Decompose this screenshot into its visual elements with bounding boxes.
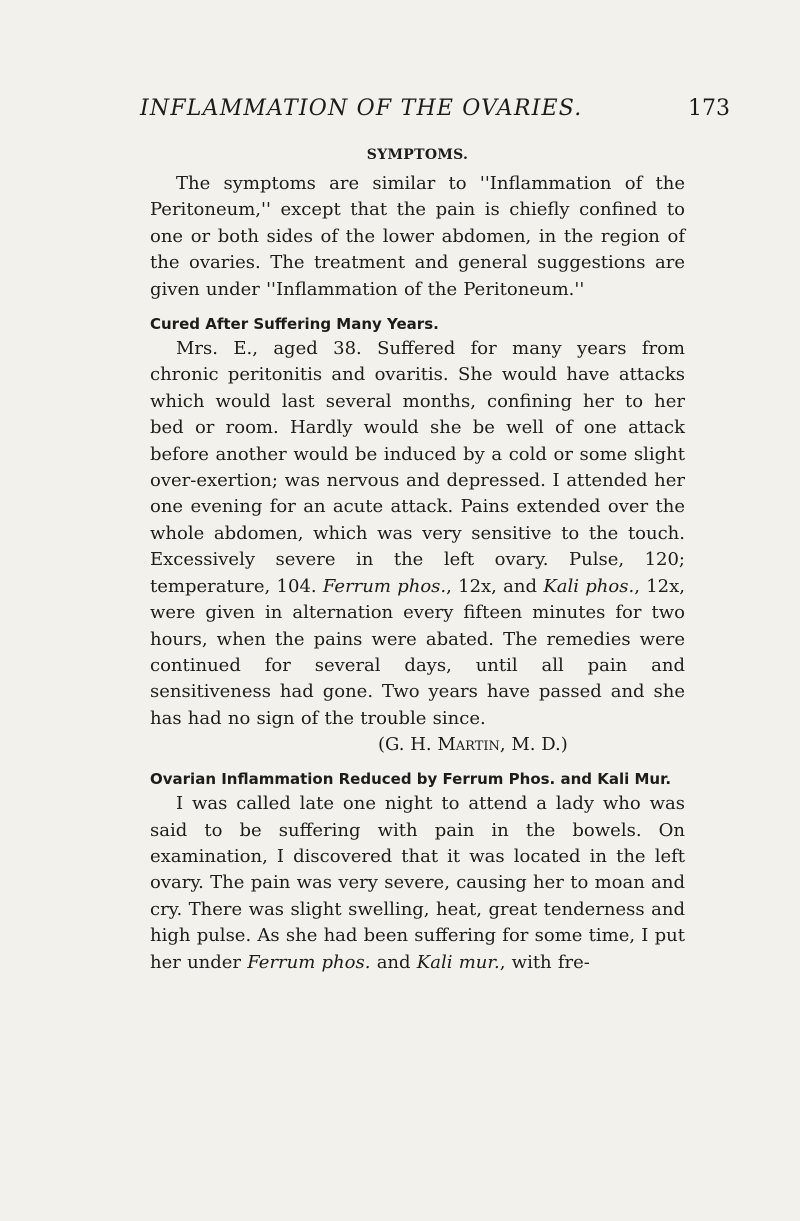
signature-open: (G. H. — [378, 734, 432, 756]
case-paragraph-lady — [150, 791, 685, 976]
remedy-kali-phos: Kali phos. — [543, 575, 635, 597]
remedy-ferrum-phos-2: Ferrum phos. — [247, 951, 371, 973]
running-title: INFLAMMATION OF THE OVARIES. — [140, 96, 583, 121]
section-heading-symptoms: SYMPTOMS. — [366, 147, 469, 163]
signature-name: Martin, — [437, 734, 506, 756]
case1-text-1: Mrs. E., aged 38. Suffered for many years from chronic peritonitis and ovaritis. She would have attacks which would last several months, confining her to her bed or room. Hardly would she be well of one attack before another would be induced by a cold or some slight over-exertion; was nervous and depressed. I attended her one evening for an acute attack. Pains extended over the whole abdomen, which was very sensitive to the touch. Excessively severe in the left ovary. Pulse, 120; temperature, 104. — [150, 338, 685, 597]
case2-text-2: and — [376, 951, 411, 973]
case-heading-cured: Cured After Suffering Many Years. — [150, 315, 439, 334]
case-heading-ovarian: Ovarian Inflammation Reduced by Ferrum Phos. and Kali Mur. — [150, 770, 672, 789]
symptoms-paragraph: The symptoms are similar to ''Inflammation of the Peritoneum,'' except that the pain is chiefly confined to one or both sides of the lower abdomen, in the region of the ovaries. The treatment and general suggestions are given under ''Inflammation of the Peritoneum.'' — [150, 173, 685, 300]
case-signature — [150, 732, 685, 758]
case1-text-3: , 12x, were given in alternation every fifteen minutes for two hours, when the pains were abated. The remedies were continued for several days, until all pain and sensitiveness had gone. Two years have passed and she has had no sign of the trouble since. — [150, 575, 685, 729]
case2-text-1: I was called late one night to attend a lady who was said to be suffering with pain in the bowels. On examination, I discovered that it was located in the left ovary. The pain was very severe, causing her to moan and cry. There was slight swelling, heat, great tenderness and high pulse. As she had been suffering for some time, I put her under — [150, 793, 685, 973]
remedy-ferrum-phos: Ferrum phos. — [322, 575, 447, 597]
signature-close: M. D.) — [511, 734, 568, 756]
case1-text-2: , 12x, and — [446, 575, 538, 597]
page-number: 173 — [688, 96, 730, 121]
body-text — [150, 146, 685, 976]
case-paragraph-mrs-e — [150, 336, 685, 732]
running-head — [140, 96, 730, 132]
remedy-kali-mur: Kali mur. — [416, 951, 500, 973]
case2-text-3: , with fre- — [499, 951, 590, 973]
